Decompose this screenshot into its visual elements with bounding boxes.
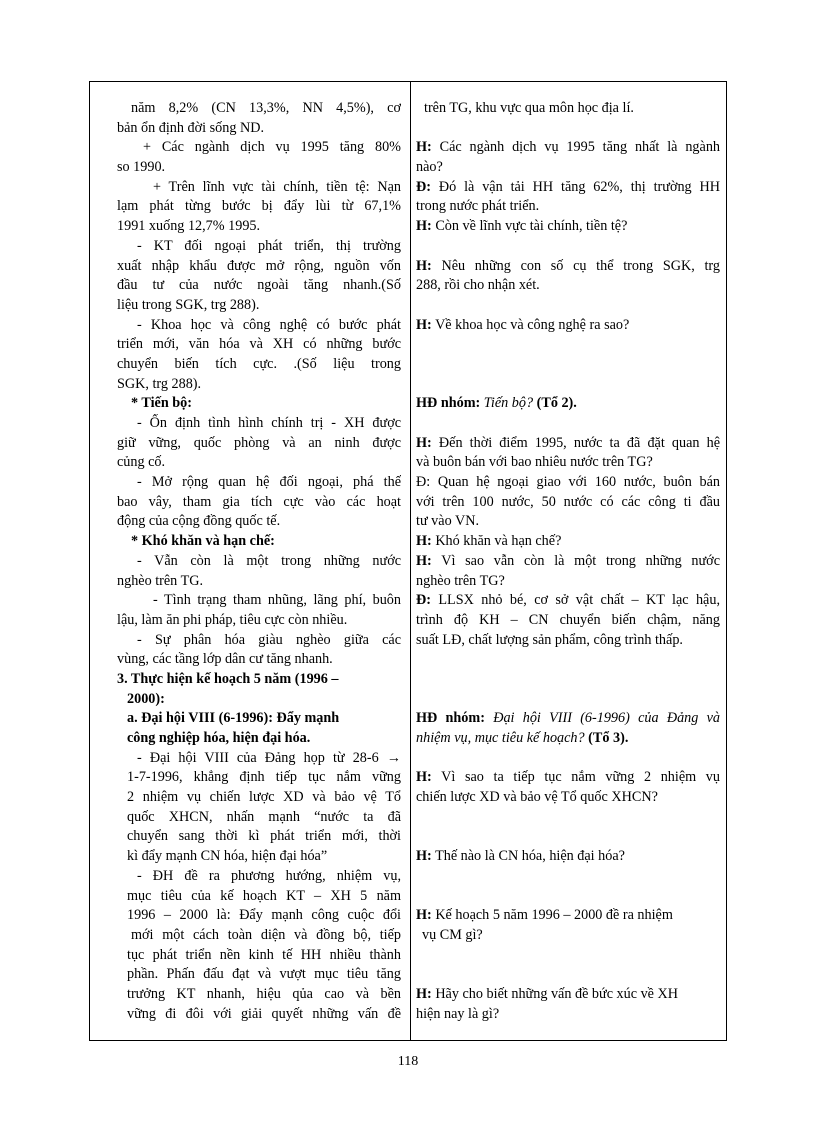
- text-line: tục phát triển nền kinh tế HH nhiều thành: [127, 946, 401, 963]
- section-heading: * Khó khăn và hạn chế:: [131, 533, 275, 550]
- question-line: H: Nêu những con số cụ thể trong SGK, trg: [416, 257, 720, 274]
- text-line: liệu trong SGK, trg 288).: [117, 296, 260, 313]
- text-line: năm 8,2% (CN 13,3%, NN 4,5%), cơ: [131, 100, 401, 116]
- text-line: - Đại hội VIII của Đảng họp từ 28-6 →: [137, 749, 401, 766]
- text-line: trong nước phát triển.: [416, 198, 540, 215]
- text-line: phần. Phấn đấu đạt và vượt mục tiêu tăng: [127, 966, 401, 983]
- section-heading: 2000):: [127, 690, 165, 707]
- text-line: hiện nay là gì?: [416, 1005, 500, 1022]
- text-line: với trên 100 nước, 50 nước có các công ti đầu: [416, 493, 720, 510]
- question-line: H: Kế hoạch 5 năm 1996 – 2000 đề ra nhiệm: [416, 907, 673, 924]
- text-line: chuyển sang thời kì phát triển mới, thời: [127, 828, 401, 845]
- text-line: 288, rồi cho nhận xét.: [416, 277, 540, 294]
- question-line: H: Vì sao vẫn còn là một trong những nước: [416, 552, 720, 569]
- page-number: 118: [397, 1054, 419, 1069]
- text-line: vụ CM gì?: [422, 926, 483, 943]
- text-line: - Vẫn còn là một trong những nước: [137, 552, 401, 569]
- right-column: [416, 99, 720, 1024]
- section-heading: a. Đại hội VIII (6-1996): Đẩy mạnh: [127, 710, 340, 727]
- text-line: trưởng KT nhanh, hiệu qủa cao và bền: [127, 985, 401, 1002]
- text-line: triển mới, văn hóa và XH có những bước: [117, 336, 401, 353]
- text-line: xuất nhập khẩu được mở rộng, nguồn vốn: [117, 257, 401, 274]
- section-heading: công nghiệp hóa, hiện đại hóa.: [127, 730, 311, 746]
- question-line: H: Thế nào là CN hóa, hiện đại hóa?: [416, 848, 625, 865]
- text-line: lậu, làm ăn phi pháp, tiêu cực còn nhiều.: [117, 611, 348, 628]
- text-line: - ĐH đề ra phương hướng, nhiệm vụ,: [137, 867, 401, 884]
- question-line: H: Các ngành dịch vụ 1995 tăng nhất là ngành: [416, 139, 720, 156]
- text-line: - Mở rộng quan hệ đối ngoại, phá thế: [137, 474, 401, 491]
- left-column: [117, 99, 401, 1024]
- group-task-line: HĐ nhóm: Tiến bộ? (Tổ 2).: [416, 395, 577, 412]
- question-line: H: Khó khăn và hạn chế?: [416, 533, 562, 550]
- question-line: H: Hãy cho biết những vấn đề bức xúc về XH: [416, 985, 679, 1002]
- text-line: so 1990.: [117, 159, 166, 176]
- text-line: - Khoa học và công nghệ có bước phát: [137, 316, 401, 333]
- text-line: chiến lược XD và bảo vệ Tổ quốc XHCN?: [416, 789, 658, 806]
- question-line: H: Còn về lĩnh vực tài chính, tiền tệ?: [416, 218, 628, 235]
- text-line: nhiệm vụ, mục tiêu kế hoạch? (Tổ 3).: [416, 730, 629, 746]
- text-line: suất LĐ, chất lượng sản phẩm, công trình thấp.: [416, 631, 683, 648]
- text-line: 1996 – 2000 là: Đẩy mạnh công cuộc đổi: [127, 907, 401, 924]
- text-line: quốc XHCN, nhấn mạnh “nước ta đã: [127, 808, 401, 825]
- text-line: tư vào VN.: [416, 513, 479, 530]
- text-line: giữ vững, quốc phòng và an ninh được: [117, 434, 401, 451]
- text-line: + Các ngành dịch vụ 1995 tăng 80%: [143, 139, 401, 156]
- question-line: H: Đến thời điểm 1995, nước ta đã đặt quan hệ: [416, 434, 720, 451]
- text-line: mục tiêu của kế hoạch KT – XH 5 năm: [127, 887, 401, 904]
- question-line: H: Về khoa học và công nghệ ra sao?: [416, 316, 630, 333]
- text-line: trình độ KH – CN chuyển biến chậm, năng: [416, 611, 720, 628]
- text-line: nào?: [416, 159, 443, 176]
- answer-line: Đ: LLSX nhỏ bé, cơ sở vật chất – KT lạc hậu,: [416, 592, 720, 609]
- text-line: - Ổn định tình hình chính trị - XH được: [137, 415, 401, 431]
- text-line: 1-7-1996, khẳng định tiếp tục nắm vững: [127, 769, 401, 786]
- text-line: chuyển biến tích cực. .(Số liệu trong: [117, 355, 401, 372]
- text-line: và buôn bán với bao nhiêu nước trên TG?: [416, 454, 653, 471]
- text-line: củng cố.: [117, 454, 166, 471]
- text-line: - Sự phân hóa giàu nghèo giữa các: [137, 631, 401, 648]
- text-line: bản ổn định đời sống ND.: [117, 119, 265, 136]
- text-line: nghèo trên TG.: [117, 572, 204, 589]
- text-line: trên TG, khu vực qua môn học địa lí.: [424, 100, 634, 116]
- text-line: nghèo trên TG?: [416, 572, 505, 589]
- text-line: bao vây, tham gia tích cực vào các hoạt: [117, 493, 401, 510]
- text-line: vững đi đôi với giải quyết những vấn đề: [127, 1005, 401, 1022]
- section-heading: * Tiến bộ:: [131, 395, 192, 412]
- answer-line: Đ: Đó là vận tải HH tăng 62%, thị trường HH: [416, 178, 720, 195]
- text-line: - Tình trạng tham nhũng, lãng phí, buôn: [153, 592, 401, 609]
- text-line: 2 nhiệm vụ chiến lược XD và bảo vệ Tổ: [127, 789, 401, 806]
- text-line: động của cộng đồng quốc tế.: [117, 513, 281, 530]
- answer-line: Đ: Quan hệ ngoại giao với 160 nước, buôn bán: [416, 474, 720, 491]
- section-heading: 3. Thực hiện kế hoạch 5 năm (1996 –: [117, 670, 339, 687]
- text-line: - KT đối ngoại phát triển, thị trường: [137, 237, 401, 254]
- question-line: H: Vì sao ta tiếp tục nắm vững 2 nhiệm vụ: [416, 769, 720, 786]
- group-task-line: HĐ nhóm: Đại hội VIII (6-1996) của Đảng và: [416, 710, 720, 727]
- text-line: lạm phát từng bước bị đẩy lùi từ 67,1%: [117, 198, 401, 215]
- text-line: vùng, các tầng lớp dân cư tăng nhanh.: [117, 651, 333, 668]
- text-line: mới một cách toàn diện và đồng bộ, tiếp: [131, 926, 401, 943]
- text-line: SGK, trg 288).: [117, 375, 202, 392]
- column-divider: [410, 81, 411, 1041]
- text-line: 1991 xuống 12,7% 1995.: [117, 218, 261, 235]
- text-line: kì đẩy mạnh CN hóa, hiện đại hóa”: [127, 848, 328, 865]
- text-line: + Trên lĩnh vực tài chính, tiền tệ: Nạn: [153, 178, 401, 195]
- text-line: đầu tư của nước ngoài tăng nhanh.(Số: [117, 277, 401, 294]
